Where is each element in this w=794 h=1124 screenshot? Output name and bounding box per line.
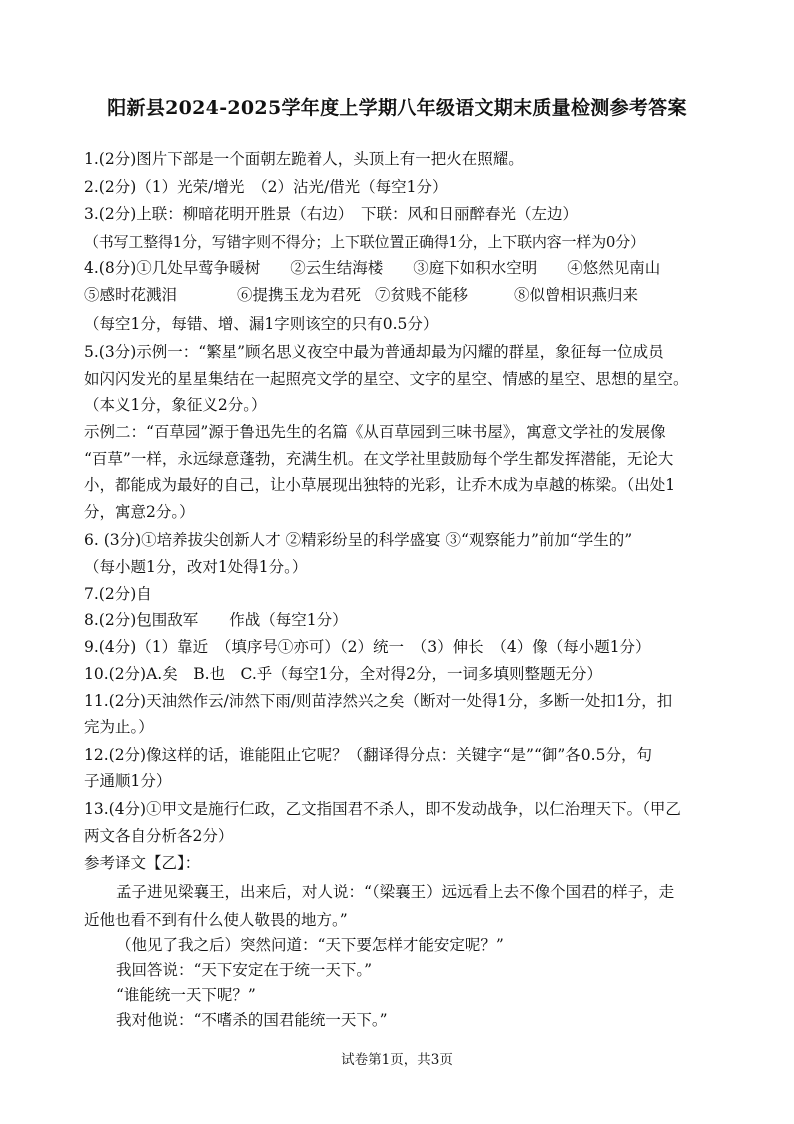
page-footer: 试卷第1页，共3页 <box>341 1052 453 1068</box>
answer-q6-note: （每小题1分，改对1处得1分。） <box>84 558 308 576</box>
answer-q5-line: 小，都能成为最好的自己，让小草展现出独特的光彩，让乔木成为卓越的栋梁。（出处1 <box>84 476 676 494</box>
answer-q5-line: 5.(3分)示例一：“繁星”顾名思义夜空中最为普通却最为闪耀的群星，象征每一位成员 <box>84 343 664 361</box>
answer-q5-line: 分，寓意2分。） <box>84 503 195 521</box>
q4-blank-8: ⑧似曾相识燕归来 <box>514 286 639 304</box>
q4-blank-7: ⑦贫贱不能移 <box>375 286 469 304</box>
translation-line: “谁能统一天下呢？” <box>116 986 256 1004</box>
answer-q12-line: 子通顺1分） <box>84 772 172 790</box>
translation-line: 孟子进见梁襄王，出来后，对人说：“（梁襄王）远远看上去不像个国君的样子，走 <box>116 883 675 901</box>
answer-q5-line: “百草”一样，永远绿意蓬勃，充满生机。在文学社里鼓励每个学生都发挥潜能，无论大 <box>84 450 674 468</box>
answer-q9: 9.(4分)（1）靠近 （填序号①亦可）（2）统一 （3）伸长 （4）像（每小题1分） <box>84 638 651 656</box>
translation-heading: 参考译文【乙】： <box>84 854 201 872</box>
page-title: 阳新县2024-2025学年度上学期八年级语文期末质量检测参考答案 <box>107 97 687 119</box>
q4-blank-1: ①几处早莺争暖树 <box>136 259 261 277</box>
answer-q10: 10.(2分)A.矣 B.也 C.乎（每空1分，全对得2分，一词多填则整题无分） <box>84 665 603 683</box>
q4-lead: 4.(8分) <box>84 259 137 277</box>
answer-q8: 8.(2分)包围敌军 作战（每空1分） <box>84 611 348 629</box>
answer-q7: 7.(2分)自 <box>84 585 152 603</box>
answer-q6: 6. (3分)①培养拔尖创新人才 ②精彩纷呈的科学盛宴 ③“观察能力”前加“学生的” <box>84 531 633 549</box>
answer-q5-line: 如闪闪发光的星星集结在一起照亮文学的星空、文字的星空、情感的星空、思想的星空。 <box>84 370 689 388</box>
answer-q13-line: 13.(4分)①甲文是施行仁政，乙文指国君不杀人，即不发动战争，以仁治理天下。（甲乙 <box>84 800 681 818</box>
answer-q4-note: （每空1分，每错、增、漏1字则该空的只有0.5分） <box>84 315 439 333</box>
answer-q13-line: 两文各自分析各2分） <box>84 827 234 845</box>
translation-line: 我对他说：“不嗜杀的国君能统一天下。” <box>116 1011 388 1029</box>
answer-q12-line: 12.(2分)像这样的话，谁能阻止它呢？（翻译得分点：关键字“是”“御”各0.5分，句 <box>84 746 652 764</box>
translation-line: 我回答说：“天下安定在于统一天下。” <box>116 961 373 979</box>
q4-blank-4: ④悠然见南山 <box>567 259 661 277</box>
translation-line: （他见了我之后）突然问道：“天下要怎样才能安定呢？” <box>116 936 504 954</box>
answer-q4-row1 <box>84 258 660 278</box>
answer-q5-line: （本义1分，象征义2分。） <box>84 396 267 414</box>
q4-blank-3: ③庭下如积水空明 <box>413 259 538 277</box>
q4-blank-2: ②云生结海楼 <box>290 259 384 277</box>
q4-blank-6: ⑥提携玉龙为君死 <box>237 286 362 304</box>
answer-q3: 3.(2分)上联：柳暗花明开胜景（右边） 下联：风和日丽醉春光（左边） <box>84 205 578 223</box>
q4-blank-5: ⑤感时花溅泪 <box>84 286 178 304</box>
answer-q2: 2.(2分)（1）光荣/增光 （2）沾光/借光（每空1分） <box>84 178 448 196</box>
answer-q4-row2 <box>84 285 638 305</box>
answer-q3-note: （书写工整得1分，写错字则不得分；上下联位置正确得1分，上下联内容一样为0分） <box>84 233 645 251</box>
translation-line: 近他也看不到有什么使人敬畏的地方。” <box>84 911 348 929</box>
answer-q11-line: 完为止。） <box>84 718 154 736</box>
answer-q11-line: 11.(2分)天油然作云/沛然下雨/则苗浡然兴之矣（断对一处得1分，多断一处扣1分，扣 <box>84 692 673 710</box>
answer-q1: 1.(2分)图片下部是一个面朝左跪着人，头顶上有一把火在照耀。 <box>84 150 524 168</box>
answer-q5-line: 示例二：“百草园”源于鲁迅先生的名篇《从百草园到三味书屋》，寓意文学社的发展像 <box>84 423 666 441</box>
